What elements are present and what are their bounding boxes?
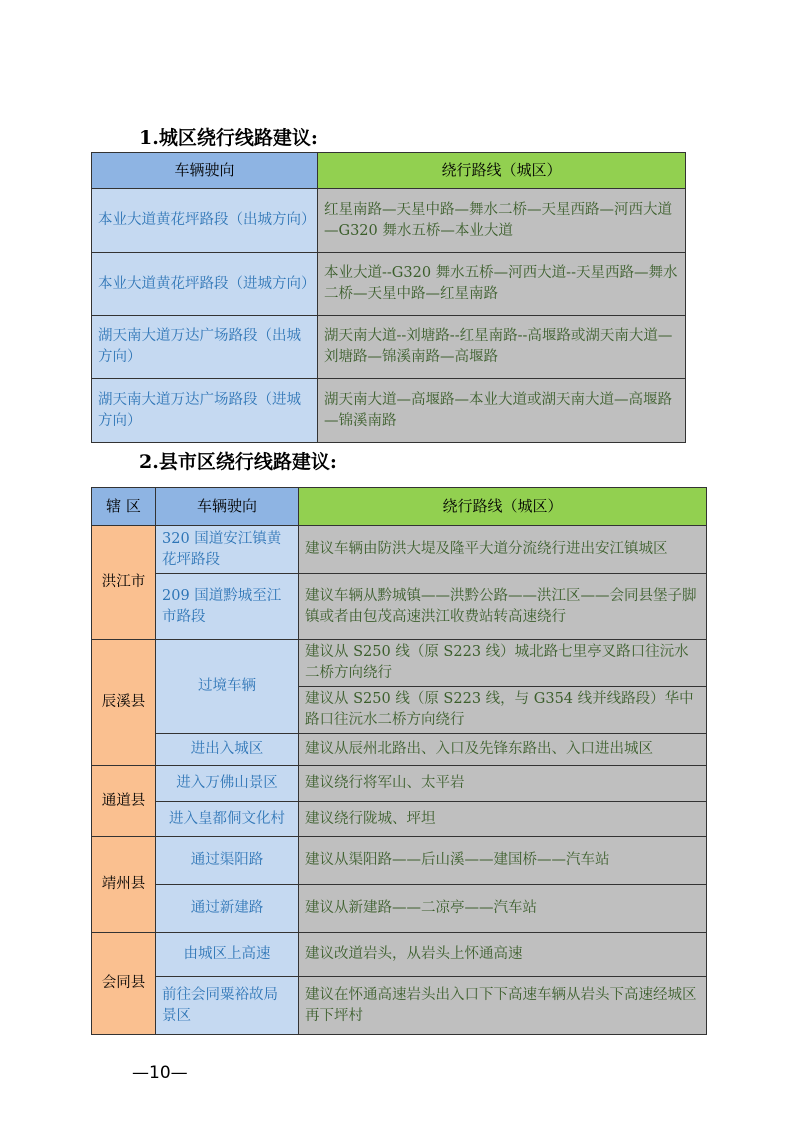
route-cell: 本业大道--G320 舞水五桥—河西大道--天星西路—舞水二桥—天星中路—红星南路 [318,253,686,316]
region-cell-chenxi: 辰溪县 [92,640,156,766]
direction-cell: 进入皇都侗文化村 [156,802,299,837]
table-row [92,977,707,1035]
table-row [92,766,707,802]
col-header-direction: 车辆驶向 [156,488,299,526]
table-row [92,574,707,640]
county-detour-table [91,487,707,1035]
route-cell: 湖天南大道—高堰路—本业大道或湖天南大道—高堰路—锦溪南路 [318,379,686,443]
route-cell: 建议从 S250 线（原 S223 线，与 G354 线并线路段）华中路口往沅水二桥方向绕行 [299,687,707,734]
route-cell: 建议绕行将军山、太平岩 [299,766,707,802]
table-row [92,837,707,885]
region-cell-hongjiang: 洪江市 [92,526,156,640]
table-row [92,189,686,253]
route-cell: 建议在怀通高速岩头出入口下下高速车辆从岩头下高速经城区再下坪村 [299,977,707,1035]
route-cell: 建议从渠阳路——后山溪——建国桥——汽车站 [299,837,707,885]
col-header-direction: 车辆驶向 [92,153,318,189]
table-row [92,316,686,379]
route-cell: 建议从新建路——二凉亭——汽车站 [299,885,707,933]
direction-cell: 湖天南大道万达广场路段（出城方向） [92,316,318,379]
route-cell: 建议从辰州北路出、入口及先锋东路出、入口进出城区 [299,734,707,766]
table-row [92,933,707,977]
section2-heading: 2.县市区绕行线路建议: [139,451,337,473]
page-number: —10— [132,1063,188,1083]
col-header-route: 绕行路线（城区） [299,488,707,526]
direction-cell: 过境车辆 [156,640,299,734]
region-cell-jingzhou: 靖州县 [92,837,156,933]
route-cell: 建议绕行陇城、坪坦 [299,802,707,837]
direction-cell: 前往会同粟裕故局景区 [156,977,299,1035]
table-row [92,379,686,443]
section1-heading: 1.城区绕行线路建议: [139,127,318,149]
route-cell: 建议改道岩头，从岩头上怀通高速 [299,933,707,977]
city-detour-table [91,152,686,443]
route-cell: 建议车辆从黔城镇——洪黔公路——洪江区——会同县堡子脚镇或者由包茂高速洪江收费站转高速绕行 [299,574,707,640]
direction-cell: 湖天南大道万达广场路段（进城方向） [92,379,318,443]
direction-cell: 进入万佛山景区 [156,766,299,802]
direction-cell: 通过新建路 [156,885,299,933]
table-row [92,734,707,766]
route-cell: 建议车辆由防洪大堤及隆平大道分流绕行进出安江镇城区 [299,526,707,574]
col-header-region: 辖 区 [92,488,156,526]
route-cell: 建议从 S250 线（原 S223 线）城北路七里亭叉路口往沅水二桥方向绕行 [299,640,707,687]
region-cell-tongdao: 通道县 [92,766,156,837]
direction-cell: 进出入城区 [156,734,299,766]
route-cell: 湖天南大道--刘塘路--红星南路--高堰路或湖天南大道—刘塘路—锦溪南路—高堰路 [318,316,686,379]
table-row [92,802,707,837]
table-row [92,885,707,933]
col-header-route: 绕行路线（城区） [318,153,686,189]
direction-cell: 本业大道黄花坪路段（出城方向） [92,189,318,253]
direction-cell: 320 国道安江镇黄花坪路段 [156,526,299,574]
table-row [92,640,707,687]
direction-cell: 209 国道黔城至江市路段 [156,574,299,640]
direction-cell: 通过渠阳路 [156,837,299,885]
direction-cell: 由城区上高速 [156,933,299,977]
table-row [92,526,707,574]
direction-cell: 本业大道黄花坪路段（进城方向） [92,253,318,316]
table-row [92,253,686,316]
route-cell: 红星南路—天星中路—舞水二桥—天星西路—河西大道—G320 舞水五桥—本业大道 [318,189,686,253]
region-cell-huitong: 会同县 [92,933,156,1035]
